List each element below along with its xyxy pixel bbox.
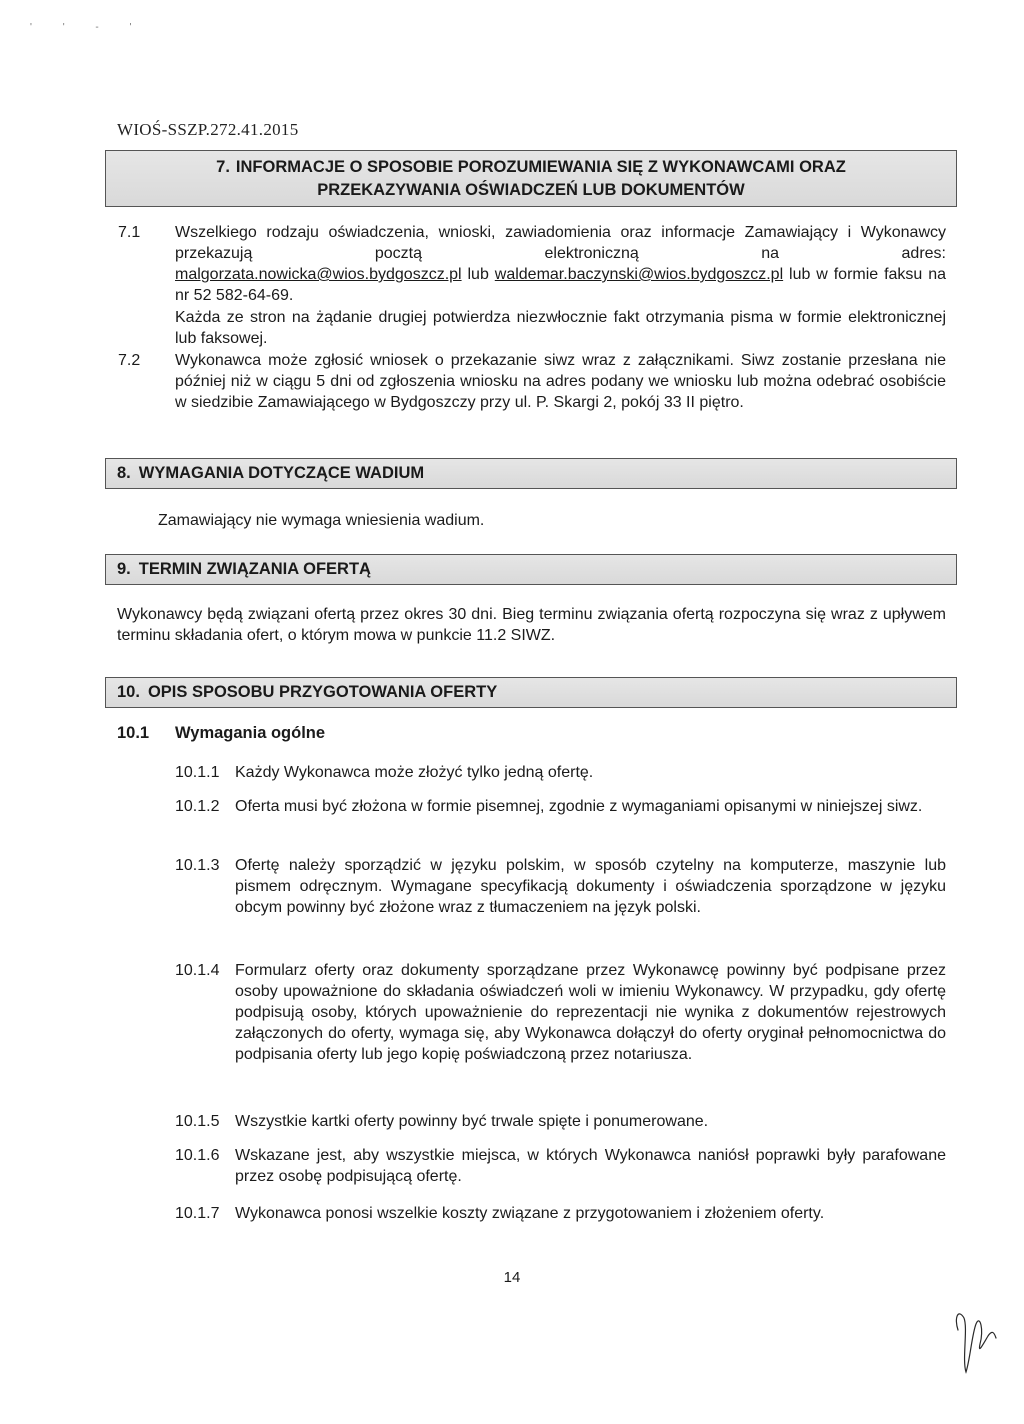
paragraph-7-1-or: lub — [467, 266, 489, 283]
item-text: Formularz oferty oraz dokumenty sporządzane przez Wykonawcę powinny być podpisane przez osoby upoważnione do składania oświadczeń woli w imieniu Wykonawcy. W przypadku, gdy ofertę podpisują osoby, których upoważnienie do reprezentacji nie wynika z dokumentów rejestrowych załączonych do oferty, wymaga się, aby Wykonawca dołączył do oferty oryginał pełnomocnictwa do podpisania oferty lub jego kopię poświadczoną przez notariusza. — [235, 962, 946, 1063]
subsection-10-1-title: Wymagania ogólne — [175, 724, 326, 742]
item-text: Wykonawca ponosi wszelkie koszty związane z przygotowaniem i złożeniem oferty. — [235, 1205, 825, 1222]
email-link-baczynski[interactable]: waldemar.baczynski@wios.bydgoszcz.pl — [494, 266, 784, 283]
paragraph-7-2-number: 7.2 — [118, 352, 141, 369]
item-text: Oferta musi być złożona w formie pisemnej, zgodnie z wymaganiami opisanymi w niniejszej siwz. — [235, 798, 923, 815]
subsection-10-1-heading — [117, 724, 326, 743]
paragraph-7-1-confirmation: Każda ze stron na żądanie drugiej potwierdza niezwłocznie fakt otrzymania pisma w formie elektronicznej lub faksowej. — [175, 309, 946, 347]
section-8-title: WYMAGANIA DOTYCZĄCE WADIUM — [138, 464, 425, 482]
email-link-nowicka[interactable]: malgorzata.nowicka@wios.bydgoszcz.pl — [175, 266, 462, 283]
section-7-header — [105, 150, 957, 207]
page-number: 14 — [503, 1269, 521, 1286]
section-9-text: Wykonawcy będą związani ofertą przez okres 30 dni. Bieg terminu związania ofertą rozpoczyna się wraz z upływem terminu składania ofert, o którym mowa w punkcie 11.2 SIWZ. — [117, 606, 946, 644]
scan-marks: ' ' - ' — [30, 22, 146, 33]
item-number: 10.1.5 — [175, 1113, 220, 1130]
document-reference: WIOŚ-SSZP.272.41.2015 — [117, 120, 299, 139]
item-number: 10.1.3 — [175, 857, 220, 874]
paragraph-7-1-text-b: lub w formie faksu na nr 52 582-64-69. — [175, 266, 947, 304]
section-8-number: 8. — [117, 464, 131, 482]
section-10-header — [105, 677, 957, 708]
section-8-header — [105, 458, 957, 489]
handwritten-initials-signature — [950, 1300, 1000, 1380]
item-number: 10.1.4 — [175, 962, 220, 979]
section-7-title-line2: PRZEKAZYWANIA OŚWIADCZEŃ LUB DOKUMENTÓW — [317, 181, 745, 199]
item-number: 10.1.6 — [175, 1147, 220, 1164]
item-text: Ofertę należy sporządzić w języku polskim, w sposób czytelny na komputerze, maszynie lub pismem odręcznym. Wymagane specyfikacją dokumenty i oświadczenia sporządzone w języku obcym powinny być złożone wraz z tłumaczeniem na język polski. — [235, 857, 946, 916]
paragraph-7-1-number: 7.1 — [118, 224, 141, 241]
section-9-title: TERMIN ZWIĄZANIA OFERTĄ — [138, 560, 371, 578]
section-9-header — [105, 554, 957, 585]
item-number: 10.1.2 — [175, 798, 220, 815]
section-7-title-line1: INFORMACJE O SPOSOBIE POROZUMIEWANIA SIĘ Z WYKONAWCAMI ORAZ — [235, 158, 846, 176]
item-number: 10.1.7 — [175, 1205, 220, 1222]
item-text: Każdy Wykonawca może złożyć tylko jedną ofertę. — [235, 764, 594, 781]
section-10-title: OPIS SPOSOBU PRZYGOTOWANIA OFERTY — [147, 683, 498, 701]
item-text: Wskazane jest, aby wszystkie miejsca, w których Wykonawca naniósł poprawki były parafowane przez osobę podpisującą ofertę. — [235, 1147, 946, 1185]
item-text: Wszystkie kartki oferty powinny być trwale spięte i ponumerowane. — [235, 1113, 709, 1130]
section-10-number: 10. — [117, 683, 140, 701]
section-8-text: Zamawiający nie wymaga wniesienia wadium. — [158, 512, 485, 529]
section-7-number: 7. — [216, 158, 230, 176]
paragraph-7-2: Wykonawca może zgłosić wniosek o przekazanie siwz wraz z załącznikami. Siwz zostanie przesłana nie później niż w ciągu 5 dni od zgłoszenia wniosku na adres podany we wniosku lub można odebrać osobiście w siedzibie Zamawiającego w Bydgoszczy przy ul. P. Skargi 2, pokój 33 II piętro. — [175, 352, 946, 411]
item-number: 10.1.1 — [175, 764, 220, 781]
paragraph-7-1-text-a: Wszelkiego rodzaju oświadczenia, wnioski, zawiadomienia oraz informacje Zamawiający i Wykonawcy przekazują pocztą elektroniczną na adres: — [175, 224, 946, 262]
paragraph-7-1 — [175, 222, 946, 306]
subsection-10-1-number: 10.1 — [117, 724, 150, 742]
section-9-number: 9. — [117, 560, 131, 578]
